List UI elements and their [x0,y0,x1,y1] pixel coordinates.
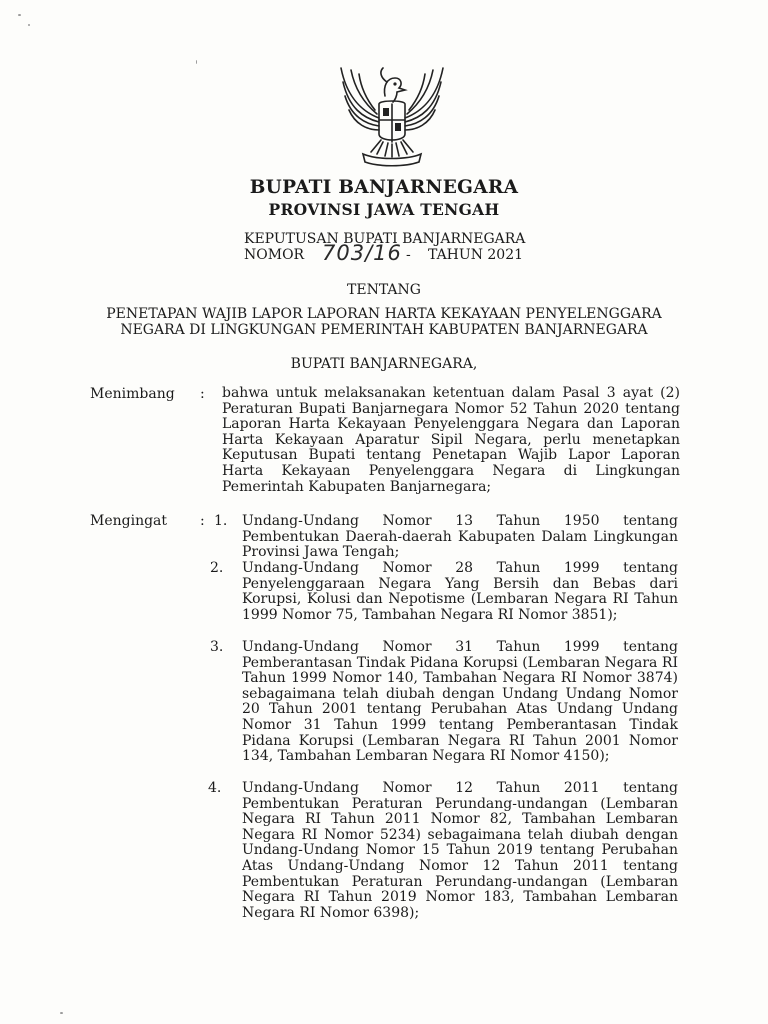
nomor-label: NOMOR [244,247,305,263]
scan-speck [196,60,197,64]
scan-speck [28,24,30,26]
issuer-title: BUPATI BANJARNEGARA [249,177,519,198]
menimbang-label: Menimbang [90,386,175,402]
decree-number-row [244,241,544,269]
mengingat-item: Undang-Undang Nomor 28 Tahun 1999 tentang Penyelenggaraan Negara Yang Bersih dan Bebas dari Korupsi, Kolusi dan Nepotisme (Lembaran Negara RI Tahun 1999 Nomor 75, Tambahan Negara RI Nomor 3851); [242,560,678,623]
mengingat-colon: : [200,513,205,529]
decree-year: TAHUN 2021 [428,247,524,263]
mengingat-item-number: 2. [210,560,224,576]
mengingat-item: Undang-Undang Nomor 13 Tahun 1950 tentang Pembentukan Daerah-daerah Kabupaten Dalam Lingkungan Provinsi Jawa Tengah; [242,513,678,561]
menimbang-text: bahwa untuk melaksanakan ketentuan dalam Pasal 3 ayat (2) Peraturan Bupati Banjarnegara Nomor 52 Tahun 2020 tentang Laporan Harta Kekayaan Penyelenggara Negara dan Laporan Harta Kekayaan Aparatur Sipil Negara, perlu menetapkan Keputusan Bupati tentang Penetapan Wajib Lapor Laporan Harta Kekayaan Penyelenggara Negara di Lingkungan Pemerintah Kabupaten Banjarnegara; [222,385,680,495]
garuda-emblem-icon [333,56,451,168]
subject-line-2: NEGARA DI LINGKUNGAN PEMERINTAH KABUPATEN BANJARNEGARA [120,322,648,338]
nomor-handwritten-value: 703/16 [322,241,402,265]
mengingat-item: Undang-Undang Nomor 31 Tahun 1999 tentang Pemberantasan Tindak Pidana Korupsi (Lembaran Negara RI Tahun 1999 Nomor 140, Tambahan Negara RI Nomor 3874) sebagaimana telah diubah dengan Undang Undang Nomor 20 Tahun 2001 tentang Perubahan Atas Undang Undang Nomor 31 Tahun 1999 tentang Pemberantasan Tindak Pidana Korupsi (Lembaran Negara RI Tahun 2001 Nomor 134, Tambahan Lembaran Negara RI Nomor 4150); [242,639,678,765]
mengingat-label: Mengingat [90,513,168,529]
scan-speck [60,1012,63,1014]
decree-type: KEPUTUSAN BUPATI BANJARNEGARA [244,231,526,247]
nomor-separator: - [406,247,411,263]
decree-subject [0,306,768,338]
issuer-line: BUPATI BANJARNEGARA, [290,356,478,372]
mengingat-item-number: 1. [214,513,228,529]
subject-line-1: PENETAPAN WAJIB LAPOR LAPORAN HARTA KEKAYAAN PENYELENGGARA [106,306,662,322]
tentang-heading: TENTANG [347,282,421,298]
scan-speck [18,14,21,16]
province-title: PROVINSI JAWA TENGAH [268,200,500,219]
mengingat-item: Undang-Undang Nomor 12 Tahun 2011 tentang Pembentukan Peraturan Perundang-undangan (Lembaran Negara RI Tahun 2011 Nomor 82, Tambahan Lembaran Negara RI Nomor 5234) sebagaimana telah diubah dengan Undang-Undang Nomor 15 Tahun 2019 tentang Perubahan Atas Undang-Undang Nomor 12 Tahun 2011 tentang Pembentukan Peraturan Perundang-undangan (Lembaran Negara RI Tahun 2019 Nomor 183, Tambahan Lembaran Negara RI Nomor 6398); [242,780,678,921]
menimbang-colon: : [200,386,205,402]
mengingat-item-number: 4. [208,780,222,796]
mengingat-item-number: 3. [210,639,224,655]
